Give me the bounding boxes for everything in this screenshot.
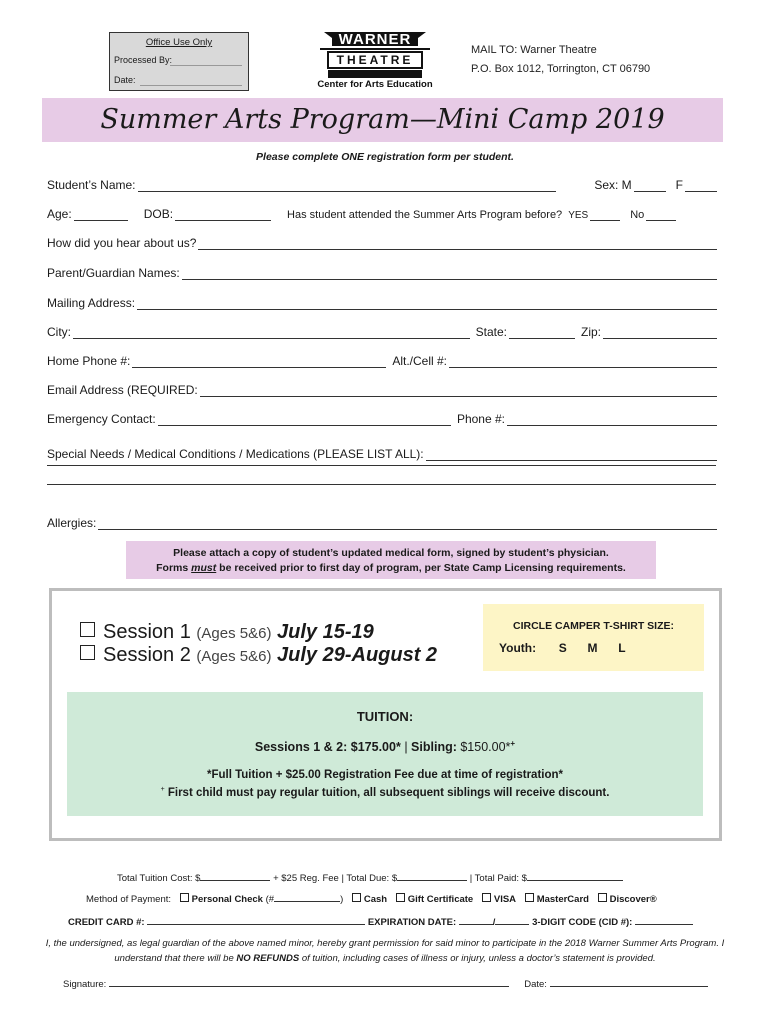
dob-line[interactable] [175, 208, 271, 221]
cid-line[interactable] [635, 915, 693, 925]
state-line[interactable] [509, 326, 575, 339]
date-label: Date: [524, 979, 547, 990]
session-1-ages: (Ages 5&6) [196, 625, 272, 642]
session-1-name: Session 1 [103, 621, 191, 643]
home-phone-label: Home Phone #: [47, 354, 131, 368]
processed-by-label: Processed By: [114, 55, 173, 65]
yes-line[interactable] [590, 208, 620, 221]
shirt-sizes-row [499, 641, 626, 655]
age-line[interactable] [74, 208, 128, 221]
parent-line[interactable] [182, 267, 717, 280]
session-1-dates: July 15-19 [277, 621, 374, 643]
check-num-close: ) [340, 894, 344, 905]
emergency-label: Emergency Contact: [47, 412, 156, 426]
row-emergency [47, 412, 719, 426]
logo-center: Center for Arts Education [317, 79, 433, 90]
tuition-heading: TUITION: [356, 709, 414, 724]
title-band [42, 98, 723, 142]
mastercard-checkbox[interactable] [525, 893, 534, 902]
signature-row [63, 977, 708, 990]
notice-line1: Please attach a copy of student’s updated medical form, signed by student’s physician. [173, 547, 609, 559]
office-use-heading: Office Use Only [145, 37, 213, 48]
sex-m-line[interactable] [634, 179, 666, 192]
office-date-label: Date: [114, 75, 136, 85]
city-line[interactable] [73, 326, 470, 339]
no-label: No [630, 209, 645, 221]
cash-checkbox[interactable] [352, 893, 361, 902]
personal-check-checkbox[interactable] [180, 893, 189, 902]
alt-cell-label: Alt./Cell #: [392, 354, 447, 368]
age-label: Age: [47, 207, 72, 221]
gift-label: Gift Certificate [407, 894, 474, 905]
notice-line2: Forms must be received prior to first day of program, per State Camp Licensing requirements. [156, 562, 626, 574]
signature-line[interactable] [109, 977, 509, 987]
state-label: State: [475, 325, 507, 339]
office-use-box [109, 32, 249, 91]
shirt-heading: CIRCLE CAMPER T-SHIRT SIZE: [512, 620, 674, 632]
parent-label: Parent/Guardian Names: [47, 266, 180, 280]
home-phone-line[interactable] [132, 355, 386, 368]
hear-line[interactable] [198, 237, 717, 250]
shirt-size-box [483, 604, 704, 671]
tuition-sep: | [404, 740, 408, 755]
warner-theatre-logo [306, 26, 444, 92]
row-allergies [47, 516, 719, 530]
zip-label: Zip: [580, 325, 601, 339]
yes-label: YES [568, 210, 589, 221]
session-2[interactable] [80, 644, 437, 667]
row-phone [47, 354, 719, 368]
sex-m-label: Sex: M [594, 178, 632, 192]
emergency-line[interactable] [158, 413, 451, 426]
allergies-line[interactable] [98, 517, 717, 530]
row-hear [47, 236, 719, 250]
row-age [47, 207, 719, 221]
attended-label: Has student attended the Summer Arts Program before? [287, 209, 563, 221]
first-child-note: First child must pay regular tuition, all subsequent siblings will receive discount. [167, 786, 610, 799]
visa-checkbox[interactable] [482, 893, 491, 902]
payment-method-label: Method of Payment: [86, 894, 172, 905]
student-name-label: Student’s Name: [47, 178, 136, 192]
session-2-name: Session 2 [103, 644, 191, 666]
alt-cell-line[interactable] [449, 355, 717, 368]
office-date-line[interactable] [140, 85, 242, 86]
session-1-checkbox[interactable] [80, 622, 95, 637]
first-child-mark: + [160, 786, 165, 793]
emergency-phone-label: Phone #: [456, 412, 505, 426]
shirt-youth-label: Youth: [499, 641, 537, 655]
exp-year-line[interactable] [495, 915, 529, 925]
expiration-label: EXPIRATION DATE: [367, 917, 457, 928]
gift-checkbox[interactable] [396, 893, 405, 902]
exp-month-line[interactable] [459, 915, 493, 925]
signature-label: Signature: [63, 979, 107, 990]
emergency-phone-line[interactable] [507, 413, 717, 426]
row-student-name [47, 178, 719, 192]
medical-notice [126, 541, 656, 579]
total-paid-label: | Total Paid: $ [469, 873, 527, 884]
discover-checkbox[interactable] [598, 893, 607, 902]
tuition-sibling-label: Sibling: [411, 740, 457, 755]
discover-label: Discover® [609, 894, 657, 905]
reg-fee-label: + $25 Reg. Fee | Total Due: $ [273, 873, 398, 884]
credit-card-row [68, 915, 693, 928]
special-label: Special Needs / Medical Conditions / Medications (PLEASE LIST ALL): [47, 447, 424, 461]
total-due-line[interactable] [397, 871, 467, 881]
credit-card-line[interactable] [147, 915, 365, 925]
mail-to-line2: P.O. Box 1012, Torrington, CT 06790 [471, 63, 651, 75]
row-city [47, 325, 719, 339]
notice-must: must [191, 562, 217, 574]
row-special [47, 447, 719, 461]
shirt-size-l[interactable]: L [618, 641, 626, 655]
tuition-full-note: *Full Tuition + $25.00 Registration Fee due at time of registration* [206, 769, 564, 781]
email-label: Email Address (REQUIRED: [47, 383, 198, 397]
hear-label: How did you hear about us? [47, 236, 197, 250]
total-paid-line[interactable] [527, 871, 623, 881]
mailing-line[interactable] [137, 297, 717, 310]
row-parent [47, 266, 719, 280]
city-label: City: [47, 325, 71, 339]
row-email [47, 383, 719, 397]
mail-to-line1: MAIL TO: Warner Theatre [471, 44, 597, 56]
totals-row [117, 871, 623, 884]
tuition-sibling-mark: + [510, 739, 516, 748]
email-line[interactable] [200, 384, 717, 397]
logo-warner: WARNER [338, 31, 412, 48]
page-subtitle: Please complete ONE registration form per student. [256, 151, 514, 163]
shirt-size-s[interactable]: S [558, 641, 567, 655]
legal-statement: I, the undersigned, as legal guardian of the above named minor, hereby grant permission for said minor to participate in the 2018 Warner Summer Arts Program. I understand that there will be NO REFUNDS of tuition, including cases of illness or injury, unless a doctor’s statement is provided. [45, 938, 725, 964]
visa-label: VISA [493, 894, 517, 905]
mastercard-label: MasterCard [536, 894, 589, 905]
check-num-open: (# [265, 894, 275, 905]
payment-row [86, 892, 657, 905]
session-2-checkbox[interactable] [80, 645, 95, 660]
sex-f-line[interactable] [685, 179, 717, 192]
exp-sep: / [492, 917, 496, 928]
cash-label: Cash [363, 894, 388, 905]
session-1[interactable] [80, 621, 374, 644]
mailing-label: Mailing Address: [47, 296, 136, 310]
special-line[interactable] [426, 448, 717, 461]
no-refunds: NO REFUNDS [236, 953, 300, 964]
date-line[interactable] [550, 977, 708, 987]
session-2-dates: July 29-August 2 [277, 644, 438, 666]
logo-theatre: THEATRE [336, 53, 414, 67]
special-line-2[interactable] [47, 465, 716, 466]
total-tuition-label: Total Tuition Cost: $ [117, 873, 201, 884]
tuition-sibling-value: $150.00* [460, 740, 511, 755]
check-number-line[interactable] [274, 892, 340, 902]
special-line-3[interactable] [47, 484, 716, 485]
cid-label: 3-DIGIT CODE (CID #): [532, 917, 633, 928]
tuition-box [67, 692, 703, 816]
personal-check-label: Personal Check [191, 894, 263, 905]
dob-label: DOB: [143, 207, 174, 221]
tuition-sessions: Sessions 1 & 2: $175.00* [254, 740, 401, 755]
row-mailing [47, 296, 719, 310]
allergies-label: Allergies: [47, 516, 97, 530]
credit-card-label: CREDIT CARD #: [68, 917, 145, 928]
session-2-ages: (Ages 5&6) [196, 648, 272, 665]
tuition-first-child-row [67, 786, 703, 799]
zip-line[interactable] [603, 326, 717, 339]
shirt-size-m[interactable]: M [587, 641, 598, 655]
page-title: Summer Arts Program—Mini Camp 2019 [100, 104, 665, 135]
total-tuition-line[interactable] [200, 871, 270, 881]
student-name-line[interactable] [138, 179, 557, 192]
sex-f-label: F [675, 178, 683, 192]
processed-by-line[interactable] [170, 65, 242, 66]
no-line[interactable] [646, 208, 676, 221]
tuition-sessions-row [67, 739, 703, 754]
